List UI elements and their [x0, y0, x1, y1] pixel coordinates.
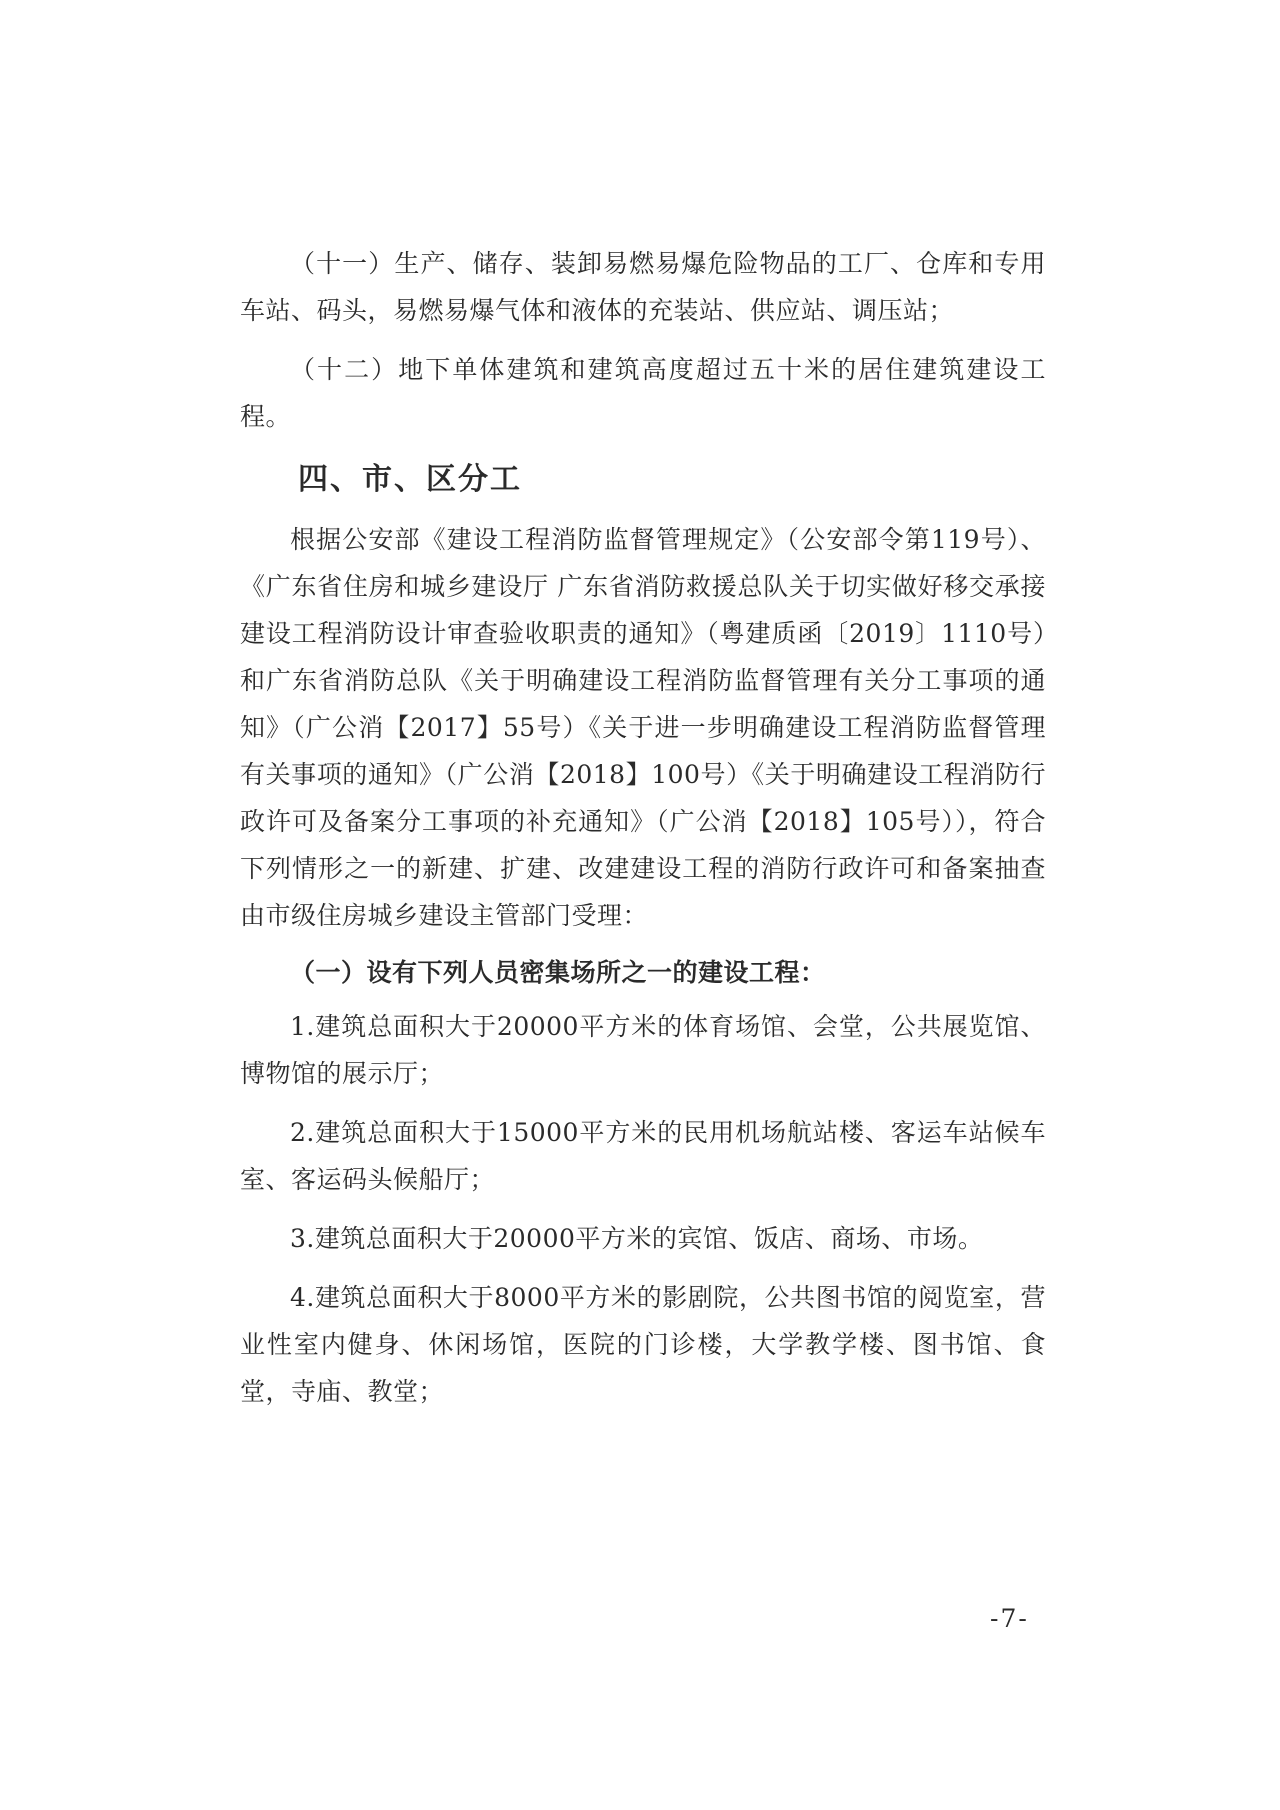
list-item: 2.建筑总面积大于15000平方米的民用机场航站楼、客运车站候车室、客运码头候船厅； [240, 1118, 1046, 1194]
item-twelve: （十二）地下单体建筑和建筑高度超过五十米的居住建筑建设工程。 [240, 355, 1046, 431]
sub-heading: （一）设有下列人员密集场所之一的建设工程： [290, 958, 826, 987]
document-page [240, 240, 1046, 1415]
list-item: 4.建筑总面积大于8000平方米的影剧院，公共图书馆的阅览室，营业性室内健身、休闲场馆，医院的门诊楼，大学教学楼、图书馆、食堂，寺庙、教堂； [240, 1283, 1046, 1406]
item-eleven: （十一）生产、储存、装卸易燃易爆危险物品的工厂、仓库和专用车站、码头，易燃易爆气体和液体的充装站、供应站、调压站； [240, 249, 1046, 325]
section-heading: 四、市、区分工 [298, 462, 522, 497]
list-item: 1.建筑总面积大于20000平方米的体育场馆、会堂，公共展览馆、博物馆的展示厅； [240, 1012, 1046, 1088]
intro-paragraph: 根据公安部《建设工程消防监督管理规定》（公安部令第119号）、《广东省住房和城乡建设厅 广东省消防救援总队关于切实做好移交承接建设工程消防设计审查验收职责的通知》（粤建质函〔2019〕1110号）和广东省消防总队《关于明确建设工程消防监督管理有关分工事项的通知》（广公消【2017】55号）《关于进一步明确建设工程消防监督管理有关事项的通知》（广公消【2018】100号）《关于明确建设工程消防行政许可及备案分工事项的补充通知》（广公消【2018】105号）），符合下列情形之一的新建、扩建、改建建设工程的消防行政许可和备案抽查由市级住房城乡建设主管部门受理： [240, 525, 1046, 930]
page-number: -7- [990, 1604, 1029, 1633]
list-item: 3.建筑总面积大于20000平方米的宾馆、饭店、商场、市场。 [290, 1224, 984, 1253]
